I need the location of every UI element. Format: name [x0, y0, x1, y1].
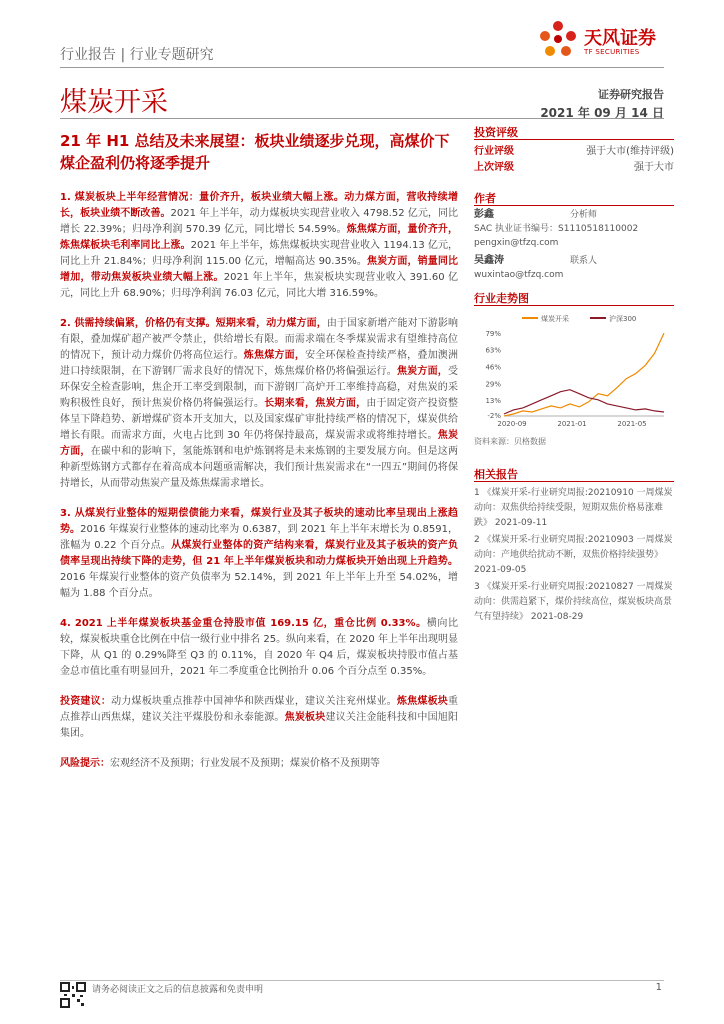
brand-name: 天风证券 [584, 28, 656, 49]
paragraph-3: 3. 从煤炭行业整体的短期偿债能力来看，煤炭行业及其子板块的速动比率呈现出上涨趋势。2016 年煤炭行业整体的速动比率为 0.6387，到 2021 年上半年末增长为 0.8591，涨幅为 0.22 个百分点。从煤炭行业整体的资产结构来看，煤炭行业及其子板块的资产负债率呈现出持续下降的走势，但 21 年上半年煤炭板块和动力煤板块开始出现上升趋势。2016 年煤炭行业整体的资产负债率为 52.14%，到 2021 年上半年上升至 54.02%，增幅为 1.88 个百分点。 [60, 508, 459, 599]
x-tick-label: 2021-05 [617, 420, 647, 428]
series-line-coal [504, 333, 664, 416]
paragraph-1: 1. 煤炭板块上半年经营情况：量价齐升，板块业绩大幅上涨。动力煤方面，营收持续增长，板块业绩不断改善。2021 年上半年，动力煤板块实现营业收入 4798.52 亿元，同比增长 22.39%；归母净利润 570.39 亿元，同比增长 54.59%。炼焦煤方面，量价齐升，炼焦煤板块毛利率同比上涨。2021 年上半年，炼焦煤板块实现营业收入 1194.13 亿元，同比上升 21.84%；归母净利润 115.00 亿元，增幅高达 90.35%。焦炭方面，销量同比增加，带动焦炭板块业绩大幅上涨。2021 年上半年，焦炭板块实现营业收入 391.60 亿元，同比上升 68.90%；归母净利润 76.03 亿元，同比大增 316.59%。 [60, 192, 459, 299]
author-1-email[interactable]: pengxin@tfzq.com [474, 238, 559, 248]
y-tick-label: 13% [485, 396, 501, 405]
legend-label-coal: 煤炭开采 [541, 315, 569, 323]
report-category: 行业报告 | 行业专题研究 [60, 47, 214, 63]
y-tick-label: -2% [487, 412, 501, 420]
section-title: 煤炭开采 [60, 87, 168, 118]
rating-title: 投资评级 [474, 126, 518, 139]
x-tick-label: 2020-09 [497, 420, 527, 428]
author-divider [474, 205, 674, 206]
industry-trend-chart [474, 312, 670, 434]
risk-warning: 风险提示：宏观经济不及预期；行业发展不及预期；煤炭价格不及预期等 [60, 758, 380, 769]
related-report-1[interactable]: 1 《煤炭开采-行业研究周报:20210910 一周煤炭动向：双焦供给持续受限，短期双焦价格易涨难跌》 2021-09-11 [474, 488, 673, 528]
page-number: 1 [655, 982, 662, 993]
title-divider [60, 118, 664, 119]
chart-source: 资料来源：贝格数据 [474, 437, 546, 446]
brand-logo [536, 18, 666, 66]
header-divider [60, 67, 664, 68]
series-line-hs300 [504, 390, 664, 414]
y-axis [485, 330, 664, 420]
footer-divider [60, 980, 664, 981]
author-1: 彭鑫 分析师 SAC 执业证书编号：S1110518110002 pengxin@tfzq.com [474, 209, 639, 248]
brand-flower-icon [536, 18, 580, 64]
footer-disclaimer: 请务必阅读正文之后的信息披露和免责申明 [92, 985, 264, 995]
trend-svg [474, 312, 670, 434]
related-divider [474, 481, 674, 482]
author-title: 作者 [474, 192, 496, 205]
related-report-2[interactable]: 2 《煤炭开采-行业研究周报:20210903 一周煤炭动向：产地供给扰动不断，双焦价格持续强势》 2021-09-05 [474, 535, 673, 575]
rating-row-previous: 上次评级 强于大市 [474, 162, 674, 173]
investment-advice: 投资建议：动力煤板块重点推荐中国神华和陕西煤业，建议关注兖州煤业。炼焦煤板块重点推荐山西焦煤，建议关注平煤股份和永泰能源。焦炭板块建议关注金能科技和中国旭阳集团。 [60, 696, 459, 739]
related-list [474, 486, 674, 627]
related-report-3[interactable]: 3 《煤炭开采-行业研究周报:20210827 一周煤炭动向：供需趋紧下，煤价持续高位，煤炭板块高景气有望持续》 2021-08-29 [474, 582, 673, 622]
report-headline: 21 年 H1 总结及未来展望：板块业绩逐步兑现，高煤价下煤企盈利仍将逐季提升 [60, 132, 450, 172]
x-tick-label: 2021-01 [557, 420, 587, 428]
legend-label-hs300: 沪深300 [609, 315, 637, 323]
chart-series [504, 333, 664, 416]
related-title: 相关报告 [474, 468, 518, 481]
author-2-email[interactable]: wuxintao@tfzq.com [474, 270, 564, 280]
qr-code-icon [60, 982, 86, 1008]
x-axis [497, 420, 646, 428]
chart-legend [522, 314, 636, 323]
paragraph-4: 4. 2021 上半年煤炭板块基金重仓持股市值 169.15 亿，重仓比例 0.33%。横向比较，煤炭板块重仓比例在中信一级行业中排名 25。纵向来看，在 2020 年上半年出现明显下降，从 Q1 的 0.29%降至 Q3 的 0.11%，自 2020 年 Q4 后，煤炭板块持股市值占基金总市值比重有明显回升，2021 年二季度重仓比例抬升 0.06 个百分点至 0.35%。 [60, 618, 458, 677]
y-tick-label: 29% [485, 380, 501, 389]
rating-row-industry: 行业评级 强于大市(维持评级) [474, 146, 674, 157]
paragraph-2: 2. 供需持续偏紧，价格仍有支撑。短期来看，动力煤方面，由于国家新增产能对下游影响有限，叠加煤矿超产被严令禁止，供给增长有限。而需求端在冬季煤炭需求有望维持高位的情况下，预计动力煤价仍将高位运行。炼焦煤方面，安全环保检查持续严格，叠加澳洲进口持续限制，在下游钢厂需求良好的情况下，炼焦煤价格仍将偏强运行。焦炭方面，受环保安全检查影响，焦企开工率受到限制，而下游钢厂高炉开工率维持高稳，对焦炭的采购积极性良好，预计焦炭价格仍将偏强运行。长期来看，焦炭方面，由于固定资产投资整体呈下降趋势、新增煤矿资本开支加大，以及国家煤矿审批持续严格的情况下，煤炭供给增长有限。而需求方面，火电占比到 30 年仍将保持最高，煤炭需求或将维持增长。焦炭方面，在碳中和的影响下，氢能炼钢和电炉炼钢将是未来炼钢的主要发展方向。但是这两种新型炼钢方式都存在着高成本问题亟需解决，我们预计焦炭需求在“一四五”期间仍将保持增长，从而带动焦炭产量及炼焦煤需求增长。 [60, 318, 459, 489]
chart-title: 行业走势图 [474, 292, 529, 305]
y-tick-label: 63% [485, 346, 501, 355]
report-date: 2021 年 09 月 14 日 [540, 106, 664, 120]
author-2: 吴鑫涛 联系人 wuxintao@tfzq.com [474, 255, 598, 280]
report-type: 证券研究报告 [598, 88, 664, 101]
y-tick-label: 79% [485, 330, 501, 339]
report-body [60, 190, 458, 786]
rating-divider [474, 139, 674, 140]
chart-divider [474, 305, 674, 306]
brand-english: TF SECURITIES [584, 48, 640, 56]
y-tick-label: 46% [485, 363, 501, 372]
